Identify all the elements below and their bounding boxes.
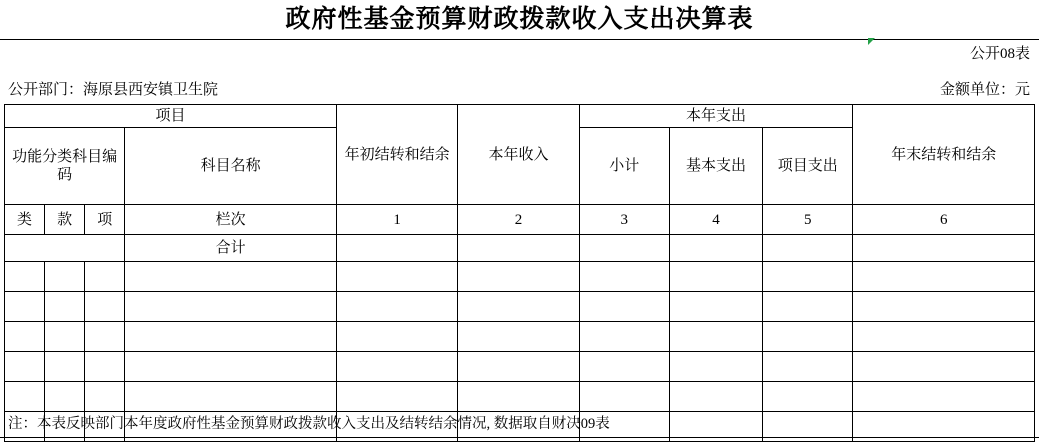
- total-value-6: [853, 235, 1035, 262]
- cell-subject-name: [125, 352, 337, 382]
- header-end-balance: 年末结转和结余: [853, 105, 1035, 205]
- column-number-3: 3: [579, 205, 669, 235]
- code-subheader-kuan: 款: [45, 205, 85, 235]
- total-label: 合计: [125, 235, 337, 262]
- table-note: 注：本表反映部门本年度政府性基金预算财政拨款收入支出及结转结余情况, 数据取自财决09表: [8, 416, 610, 432]
- column-number-2: 2: [458, 205, 579, 235]
- table-column-number-row: [5, 205, 1035, 235]
- header-function-code: 功能分类科目编码: [5, 128, 125, 205]
- cell-kuan: [45, 322, 85, 352]
- cell-end-balance: [853, 322, 1035, 352]
- table-row: [5, 322, 1035, 352]
- cell-subtotal: [579, 262, 669, 292]
- cell-subtotal: [579, 292, 669, 322]
- cell-subject-name: [125, 322, 337, 352]
- title-divider: [0, 39, 1039, 40]
- cell-lei: [5, 322, 45, 352]
- column-number-5: 5: [763, 205, 853, 235]
- cell-basic-expense: [669, 292, 762, 322]
- cell-year-income: [458, 322, 579, 352]
- total-code-cell: [5, 235, 125, 262]
- cell-begin-balance: [336, 322, 457, 352]
- cell-year-income: [458, 262, 579, 292]
- cell-project-expense: [763, 292, 853, 322]
- cell-lei: [5, 262, 45, 292]
- cell-basic-expense: [669, 352, 762, 382]
- table-row: [5, 262, 1035, 292]
- cell-project-expense: [763, 262, 853, 292]
- cell-subtotal: [579, 322, 669, 352]
- column-number-4: 4: [669, 205, 762, 235]
- total-value-2: [458, 235, 579, 262]
- header-group-item: 项目: [5, 105, 337, 128]
- header-project-expense: 项目支出: [763, 128, 853, 205]
- sheet-number: 公开08表: [969, 46, 1030, 62]
- cell-kuan: [45, 292, 85, 322]
- cell-project-expense: [763, 352, 853, 382]
- total-value-4: [669, 235, 762, 262]
- table-row: [5, 382, 1035, 412]
- header-group-expense: 本年支出: [579, 105, 853, 128]
- header-subtotal: 小计: [579, 128, 669, 205]
- page-title: 政府性基金预算财政拨款收入支出决算表: [285, 6, 754, 33]
- cell-basic-expense: [669, 262, 762, 292]
- budget-table: [4, 104, 1035, 442]
- column-number-1: 1: [336, 205, 457, 235]
- cell-project-expense: [763, 382, 853, 412]
- cell-subtotal: [579, 352, 669, 382]
- header-begin-balance: 年初结转和结余: [336, 105, 457, 205]
- table-total-row: [5, 235, 1035, 262]
- table-header-row-1: [5, 105, 1035, 128]
- header-subject-name: 科目名称: [125, 128, 337, 205]
- cell-basic-expense: [669, 322, 762, 352]
- cell-xiang: [85, 322, 125, 352]
- cell-kuan: [45, 382, 85, 412]
- cell-lei: [5, 382, 45, 412]
- cell-subject-name: [125, 382, 337, 412]
- header-basic-expense: 基本支出: [669, 128, 762, 205]
- cell-subject-name: [125, 292, 337, 322]
- cell-xiang: [85, 292, 125, 322]
- code-subheader-xiang: 项: [85, 205, 125, 235]
- cell-kuan: [45, 352, 85, 382]
- cell-subtotal: [579, 382, 669, 412]
- header-year-income: 本年收入: [458, 105, 579, 205]
- cell-xiang: [85, 382, 125, 412]
- cell-end-balance: [853, 292, 1035, 322]
- currency-unit-line: 金额单位：元: [939, 82, 1030, 98]
- code-subheader-lei: 类: [5, 205, 45, 235]
- cell-lei: [5, 292, 45, 322]
- cell-year-income: [458, 382, 579, 412]
- cell-project-expense: [763, 322, 853, 352]
- cell-year-income: [458, 292, 579, 322]
- column-label: 栏次: [125, 205, 337, 235]
- cell-kuan: [45, 262, 85, 292]
- column-number-6: 6: [853, 205, 1035, 235]
- cell-xiang: [85, 262, 125, 292]
- cell-begin-balance: [336, 352, 457, 382]
- bottom-divider: [0, 437, 1039, 438]
- cell-begin-balance: [336, 292, 457, 322]
- green-marker-icon: [868, 38, 875, 45]
- cell-basic-expense: [669, 382, 762, 412]
- total-value-5: [763, 235, 853, 262]
- cell-end-balance: [853, 352, 1035, 382]
- total-value-3: [579, 235, 669, 262]
- cell-year-income: [458, 352, 579, 382]
- table-row: [5, 292, 1035, 322]
- department-line: 公开部门：海原县西安镇卫生院: [8, 82, 219, 98]
- cell-lei: [5, 352, 45, 382]
- cell-begin-balance: [336, 382, 457, 412]
- total-value-1: [336, 235, 457, 262]
- cell-end-balance: [853, 262, 1035, 292]
- cell-begin-balance: [336, 262, 457, 292]
- cell-end-balance: [853, 382, 1035, 412]
- cell-subject-name: [125, 262, 337, 292]
- cell-xiang: [85, 352, 125, 382]
- table-row: [5, 352, 1035, 382]
